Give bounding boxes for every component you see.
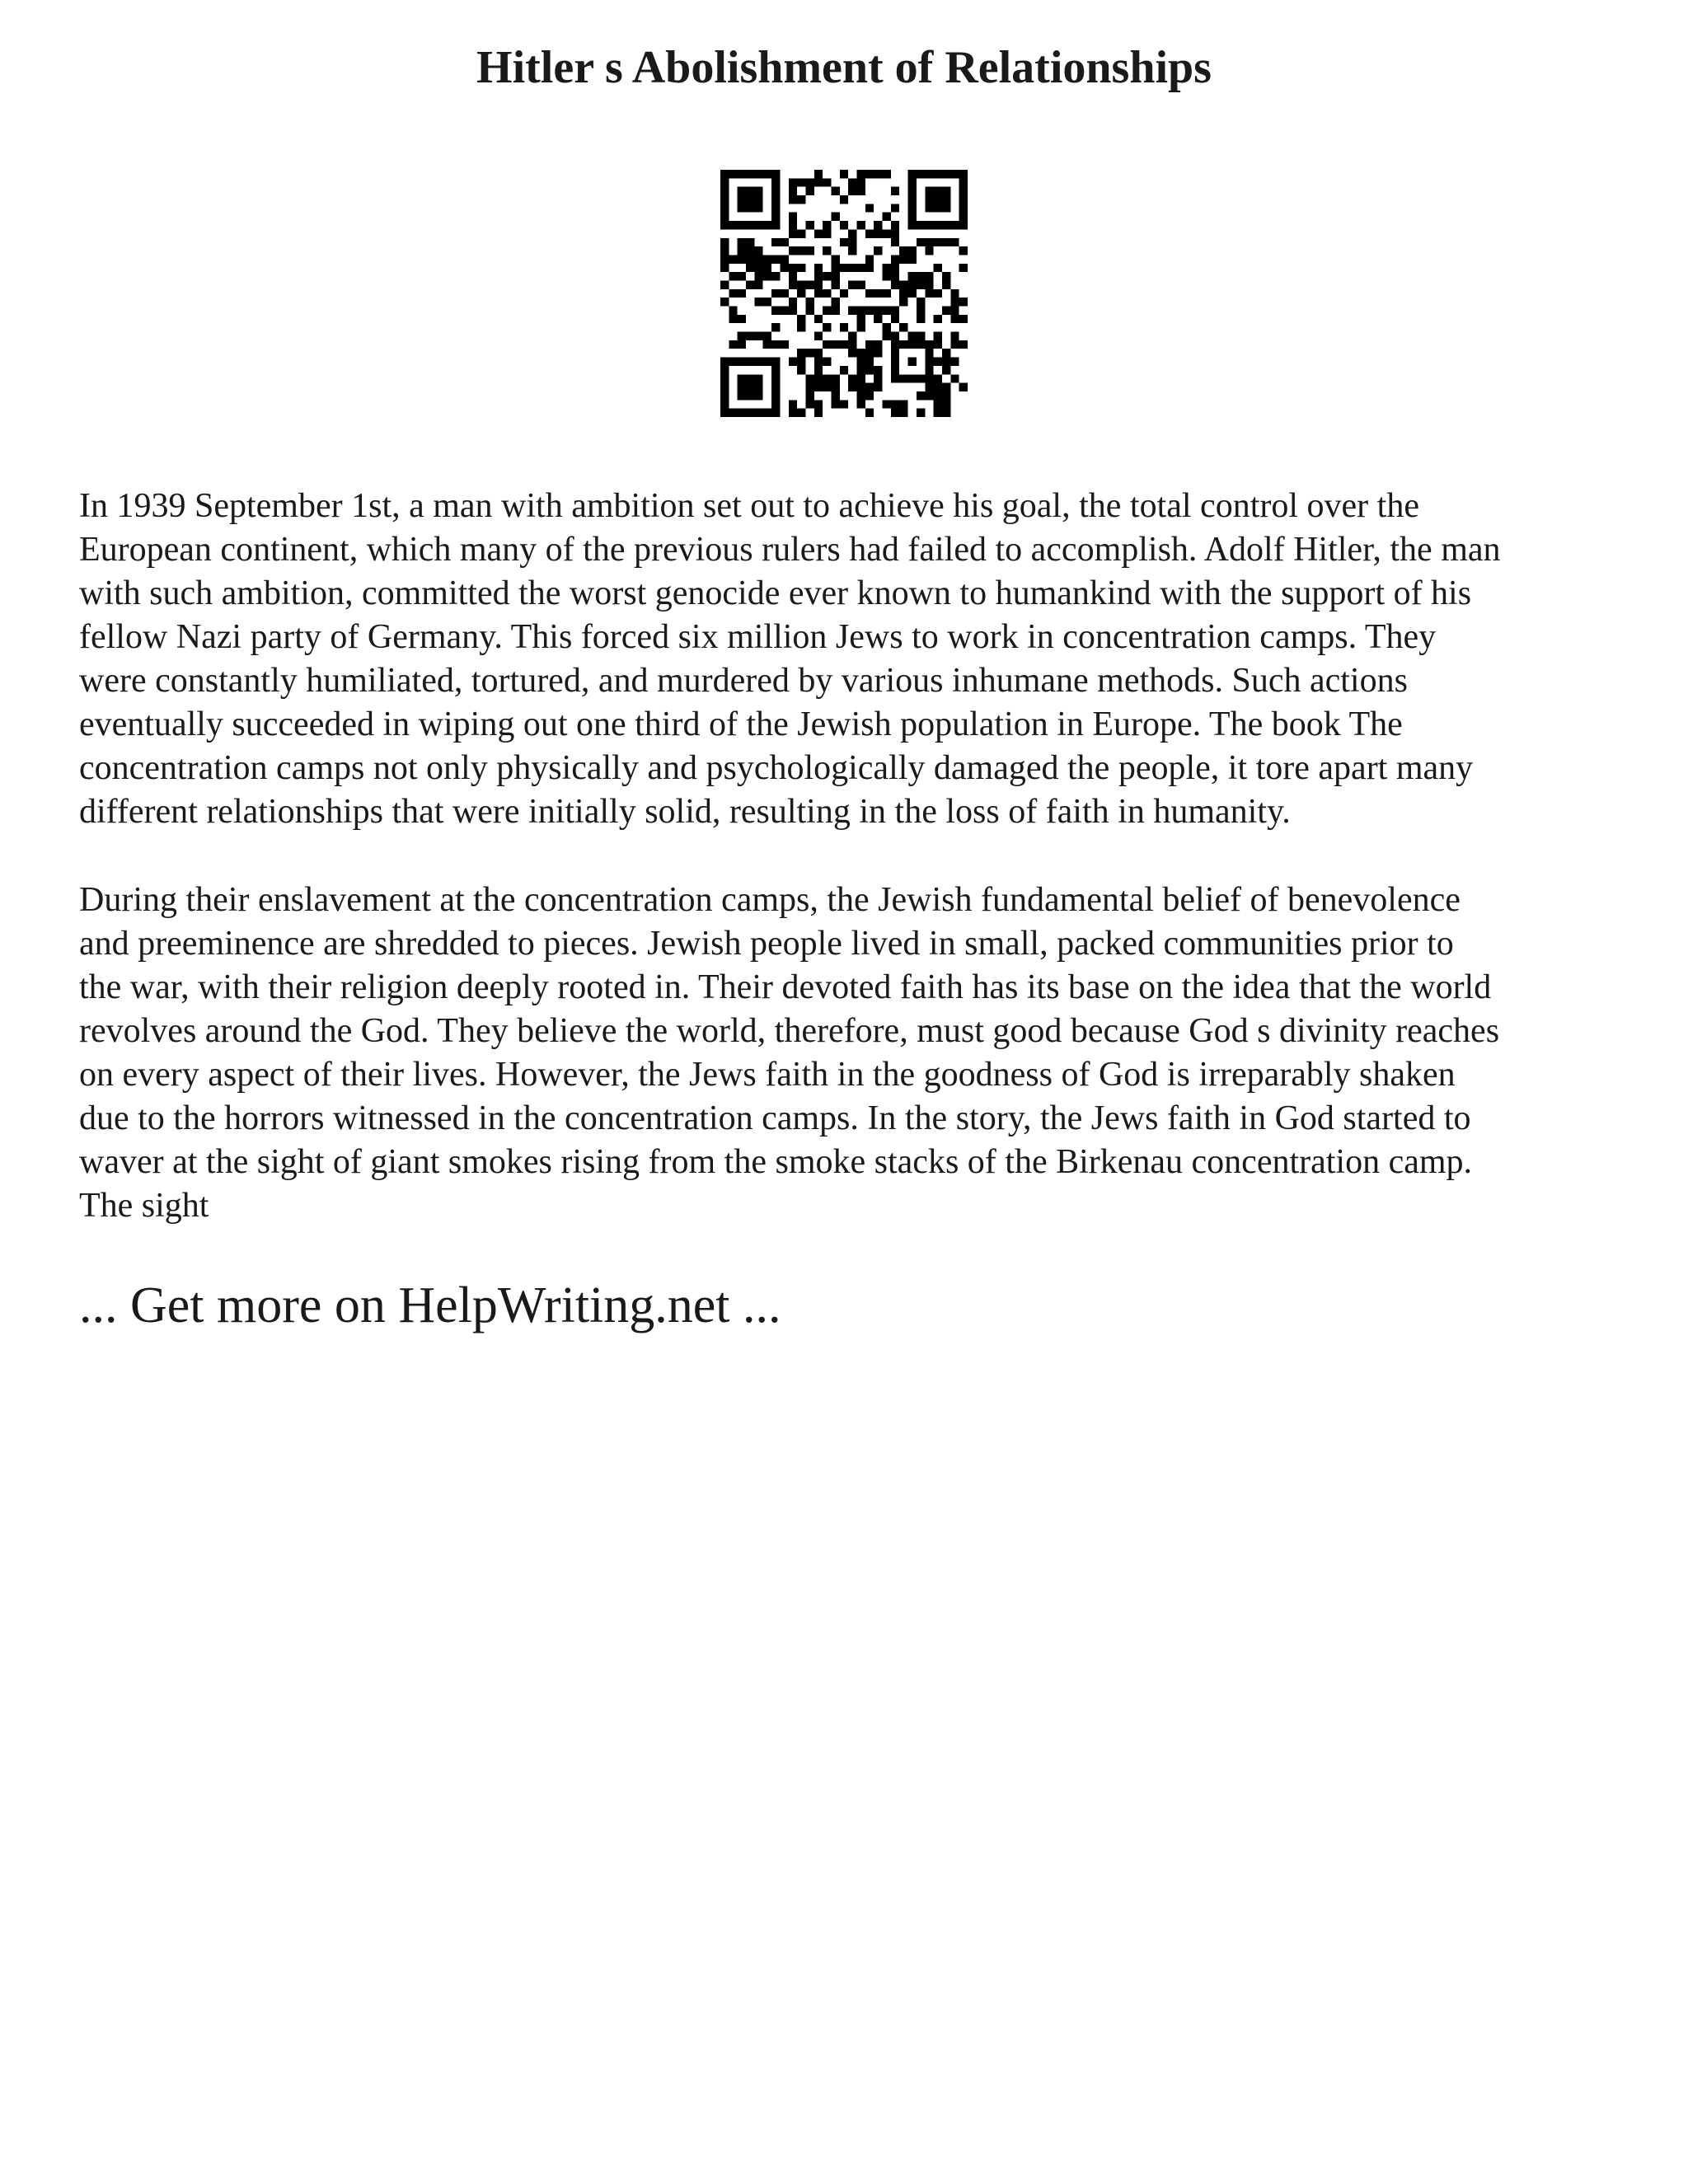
get-more-link[interactable]: ... Get more on HelpWriting.net ... bbox=[79, 1277, 781, 1333]
qr-code-graphic bbox=[720, 170, 968, 417]
paragraph-2: During their enslavement at the concentration camps, the Jewish fundamental belief of benevolence and preeminence are shredded to pieces. Jewish people lived in small, packed communities prior to the war, with their religion deeply rooted in. Their devoted faith has its base on the idea that the world revolves around the God. They believe the world, therefore, must good because God s divinity reaches on every aspect of their lives. However, the Jews faith in the goodness of God is irreparably shaken due to the horrors witnessed in the concentration camps. In the story, the Jews faith in God started to waver at the sight of giant smokes rising from the smoke stacks of the Birkenau concentration camp. The sight bbox=[79, 881, 1500, 1225]
document-title: Hitler s Abolishment of Relationships bbox=[476, 42, 1212, 93]
paragraph-1: In 1939 September 1st, a man with ambition set out to achieve his goal, the total control over the European continent, which many of the previous rulers had failed to accomplish. Adolf Hitler, the man with such ambition, committed the worst genocide ever known to humankind with the support of his fellow Nazi party of Germany. This forced six million Jews to work in concentration camps. They were constantly humiliated, tortured, and murdered by various inhumane methods. Such actions eventually succeeded in wiping out one third of the Jewish population in Europe. The book The concentration camps not only physically and psychologically damaged the people, it tore apart many different relationships that were initially solid, resulting in the loss of faith in humanity. bbox=[79, 487, 1501, 831]
qr-code-icon bbox=[720, 170, 968, 417]
